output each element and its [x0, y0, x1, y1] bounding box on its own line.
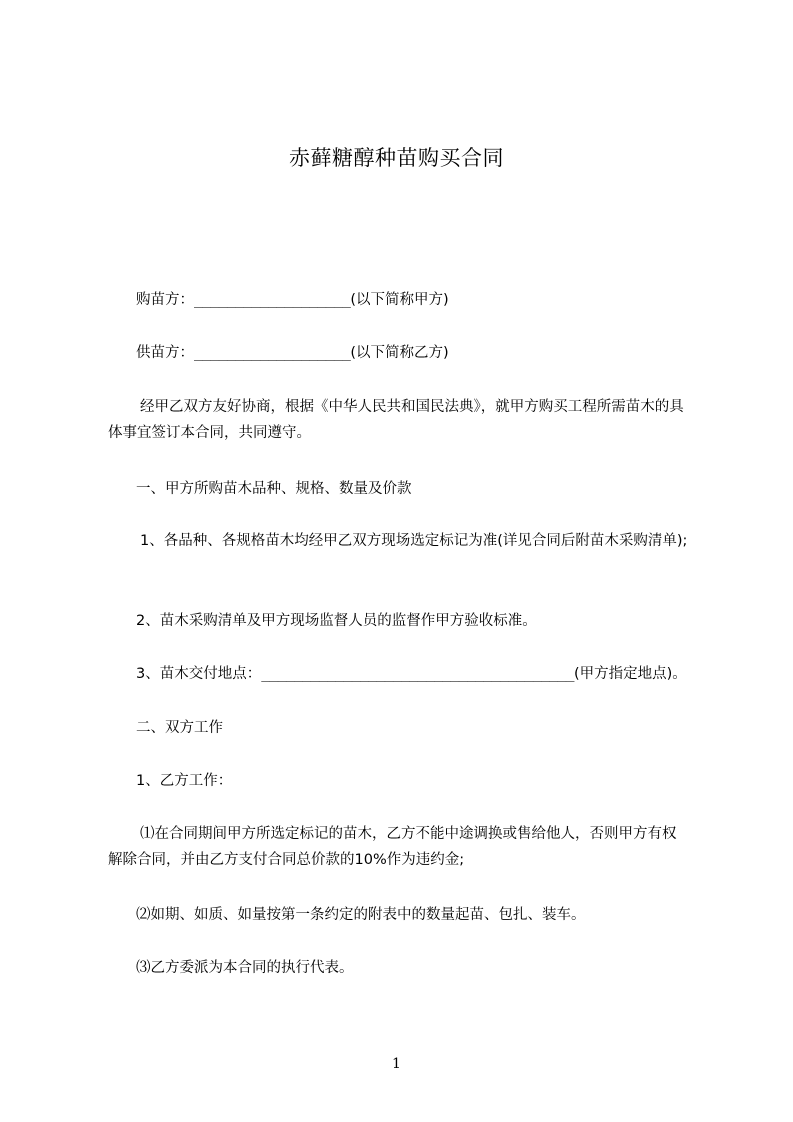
section1-item2: 2、苗木采购清单及甲方现场监督人员的监督作甲方验收标准。	[136, 613, 537, 629]
section2-heading: 二、双方工作	[136, 720, 223, 736]
supplier-label: 供苗方：	[136, 345, 194, 361]
section2-item1: 1、乙方工作：	[136, 773, 233, 789]
delivery-suffix: (甲方指定地点)。	[573, 666, 687, 682]
section1-item3	[136, 661, 716, 687]
section2-sub2: ⑵如期、如质、如量按第一条约定的附表中的数量起苗、包扎、装车。	[136, 907, 586, 923]
section2-sub3: ⑶乙方委派为本合同的执行代表。	[136, 960, 354, 976]
supplier-suffix: (以下简称乙方)	[350, 345, 449, 361]
document-title: 赤藓糖醇种苗购买合同	[289, 146, 504, 170]
buyer-label: 购苗方：	[136, 292, 194, 308]
buyer-line	[136, 287, 716, 313]
buyer-blank: ___________________	[194, 292, 351, 308]
delivery-blank: ______________________________________	[261, 666, 574, 682]
delivery-label: 3、苗木交付地点：	[136, 666, 262, 682]
page-number: 1	[392, 1056, 401, 1072]
supplier-line	[136, 340, 716, 366]
buyer-suffix: (以下简称甲方)	[350, 292, 449, 308]
intro-paragraph: 经甲乙双方友好协商，根据《中华人民共和国民法典》，就甲方购买工程所需苗木的具体事宜签订本合同，共同遵守。	[108, 399, 684, 441]
section2-sub1: ⑴在合同期间甲方所选定标记的苗木，乙方不能中途调换或售给他人，否则甲方有权解除合同，并由乙方支付合同总价款的10%作为违约金;	[108, 826, 677, 868]
section1-heading: 一、甲方所购苗木品种、规格、数量及价款	[136, 481, 412, 497]
section1-item1: 1、各品种、各规格苗木均经甲乙双方现场选定标记为准(详见合同后附苗木采购清单);	[140, 533, 688, 549]
supplier-blank: ___________________	[194, 345, 351, 361]
